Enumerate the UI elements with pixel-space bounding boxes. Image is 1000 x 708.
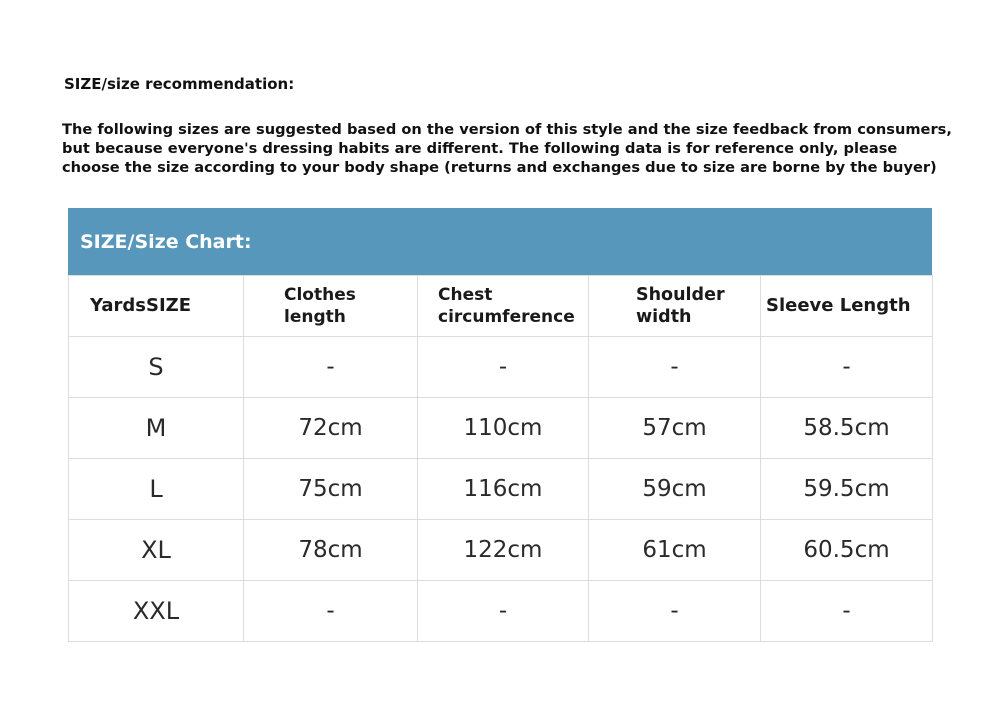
header-chest-line1: Chest <box>438 285 493 305</box>
size-chart <box>68 208 932 642</box>
cell-size: M <box>69 398 244 459</box>
notice-line: but because everyone's dressing habits are different. The following data is for reference only, please <box>62 140 898 157</box>
cell-clothes-length: 72cm <box>244 398 418 459</box>
cell-clothes-length: - <box>244 581 418 642</box>
size-notice <box>62 120 962 177</box>
table-row <box>69 398 933 459</box>
cell-size: S <box>69 337 244 398</box>
cell-shoulder: - <box>589 581 761 642</box>
cell-chest: 110cm <box>418 398 589 459</box>
cell-size: XXL <box>69 581 244 642</box>
header-size: YardsSIZE <box>69 276 244 337</box>
notice-line: choose the size according to your body shape (returns and exchanges due to size are borne by the buyer) <box>62 159 937 176</box>
header-shoulder-line1: Shoulder <box>636 285 725 305</box>
cell-sleeve: 59.5cm <box>761 459 933 520</box>
notice-line: The following sizes are suggested based on the version of this style and the size feedback from consumers, <box>62 121 952 138</box>
header-shoulder-width <box>589 276 761 337</box>
cell-shoulder: 61cm <box>589 520 761 581</box>
cell-chest: - <box>418 337 589 398</box>
table-row <box>69 520 933 581</box>
cell-size: XL <box>69 520 244 581</box>
table-header-row <box>69 276 933 337</box>
cell-sleeve: - <box>761 337 933 398</box>
cell-clothes-length: 75cm <box>244 459 418 520</box>
table-row <box>69 581 933 642</box>
header-chest-circumference <box>418 276 589 337</box>
cell-chest: 122cm <box>418 520 589 581</box>
table-row <box>69 459 933 520</box>
header-chest-line2: circumference <box>438 307 575 327</box>
size-chart-banner: SIZE/Size Chart: <box>68 208 932 275</box>
table-row <box>69 337 933 398</box>
cell-shoulder: 59cm <box>589 459 761 520</box>
header-clothes-length: Clothes length <box>244 276 418 337</box>
cell-clothes-length: - <box>244 337 418 398</box>
cell-sleeve: 58.5cm <box>761 398 933 459</box>
cell-size: L <box>69 459 244 520</box>
cell-chest: - <box>418 581 589 642</box>
size-table <box>68 275 933 642</box>
page-heading: SIZE/size recommendation: <box>64 75 295 93</box>
cell-sleeve: - <box>761 581 933 642</box>
header-shoulder-line2: width <box>636 307 692 327</box>
cell-sleeve: 60.5cm <box>761 520 933 581</box>
cell-clothes-length: 78cm <box>244 520 418 581</box>
header-sleeve-length: Sleeve Length <box>761 276 933 337</box>
cell-shoulder: - <box>589 337 761 398</box>
cell-chest: 116cm <box>418 459 589 520</box>
cell-shoulder: 57cm <box>589 398 761 459</box>
